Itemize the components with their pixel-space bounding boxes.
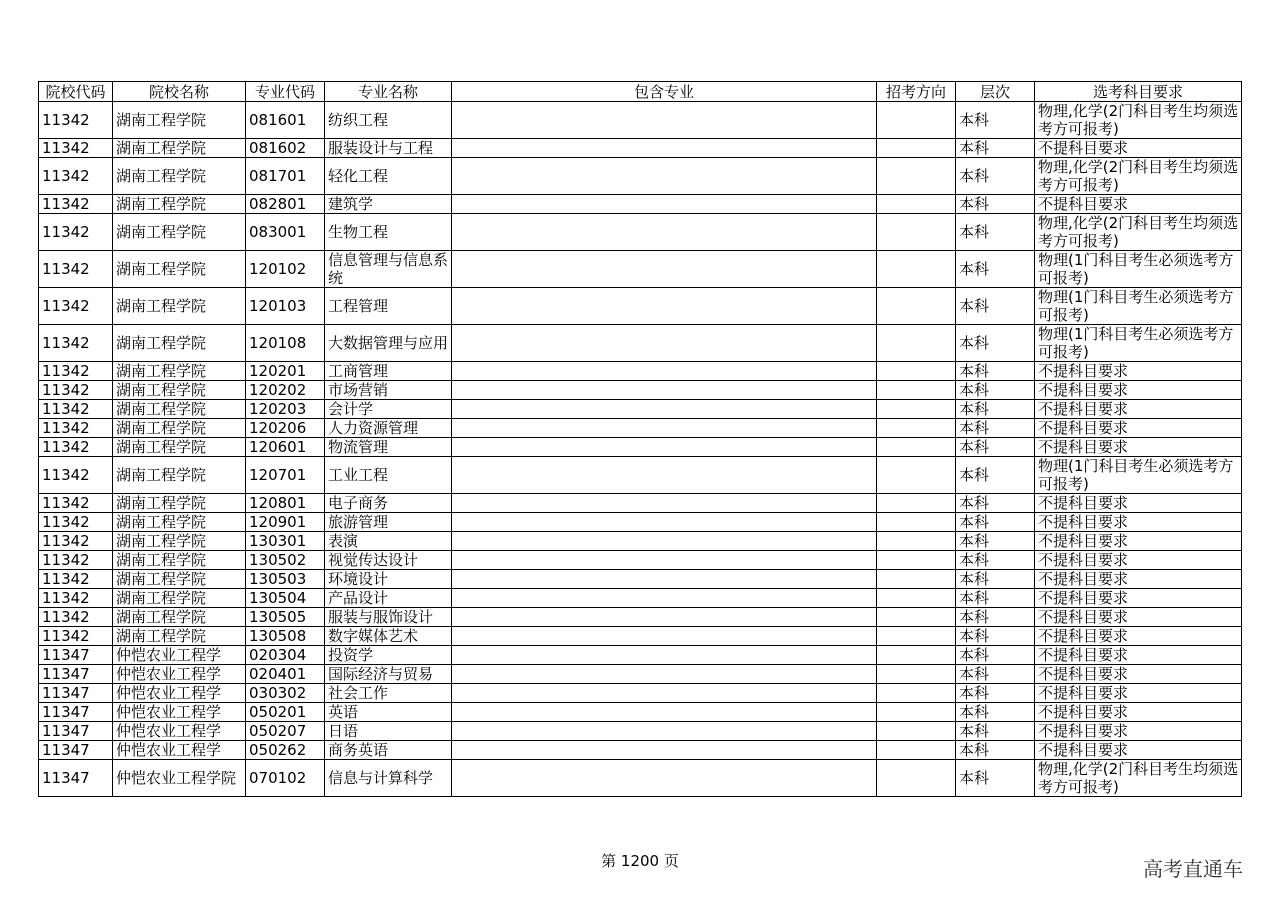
cell-school-code: 11342 <box>39 494 113 513</box>
cell-major-name: 轻化工程 <box>325 158 452 195</box>
table-row <box>39 325 1242 362</box>
table-row <box>39 438 1242 457</box>
cell-major-name: 市场营销 <box>325 381 452 400</box>
cell-subject-requirement: 不提科目要求 <box>1035 646 1242 665</box>
cell-included-majors <box>452 325 877 362</box>
cell-subject-requirement: 物理,化学(2门科目考生均须选考方可报考) <box>1035 214 1242 251</box>
cell-level: 本科 <box>956 288 1035 325</box>
cell-school-name: 湖南工程学院 <box>113 381 246 400</box>
cell-admission-direction <box>877 214 956 251</box>
page-number: 第 1200 页 <box>601 852 679 870</box>
cell-school-code: 11342 <box>39 438 113 457</box>
cell-level: 本科 <box>956 400 1035 419</box>
cell-admission-direction <box>877 381 956 400</box>
cell-included-majors <box>452 494 877 513</box>
cell-admission-direction <box>877 608 956 627</box>
cell-school-code: 11342 <box>39 325 113 362</box>
watermark: 高考直通车 <box>1143 857 1243 881</box>
cell-level: 本科 <box>956 419 1035 438</box>
cell-level: 本科 <box>956 139 1035 158</box>
cell-major-name: 物流管理 <box>325 438 452 457</box>
cell-major-code: 070102 <box>246 760 325 797</box>
cell-school-name: 湖南工程学院 <box>113 362 246 381</box>
table-row <box>39 251 1242 288</box>
cell-included-majors <box>452 760 877 797</box>
table-row <box>39 665 1242 684</box>
cell-level: 本科 <box>956 684 1035 703</box>
cell-major-code: 020304 <box>246 646 325 665</box>
cell-school-name: 仲恺农业工程学 <box>113 646 246 665</box>
cell-level: 本科 <box>956 158 1035 195</box>
cell-subject-requirement: 物理,化学(2门科目考生均须选考方可报考) <box>1035 158 1242 195</box>
cell-subject-requirement: 不提科目要求 <box>1035 513 1242 532</box>
cell-school-name: 湖南工程学院 <box>113 195 246 214</box>
cell-school-code: 11342 <box>39 608 113 627</box>
table-row <box>39 722 1242 741</box>
table-row <box>39 214 1242 251</box>
cell-major-name: 信息管理与信息系统 <box>325 251 452 288</box>
cell-school-name: 湖南工程学院 <box>113 457 246 494</box>
cell-major-name: 商务英语 <box>325 741 452 760</box>
cell-major-code: 120102 <box>246 251 325 288</box>
cell-school-code: 11347 <box>39 665 113 684</box>
cell-major-name: 数字媒体艺术 <box>325 627 452 646</box>
table-row <box>39 102 1242 139</box>
cell-subject-requirement: 不提科目要求 <box>1035 362 1242 381</box>
table-row <box>39 703 1242 722</box>
cell-school-name: 湖南工程学院 <box>113 589 246 608</box>
cell-school-code: 11342 <box>39 400 113 419</box>
cell-major-name: 大数据管理与应用 <box>325 325 452 362</box>
cell-level: 本科 <box>956 627 1035 646</box>
cell-school-name: 湖南工程学院 <box>113 419 246 438</box>
cell-subject-requirement: 不提科目要求 <box>1035 608 1242 627</box>
cell-level: 本科 <box>956 722 1035 741</box>
cell-included-majors <box>452 684 877 703</box>
cell-school-code: 11342 <box>39 457 113 494</box>
cell-level: 本科 <box>956 608 1035 627</box>
cell-school-code: 11342 <box>39 288 113 325</box>
cell-included-majors <box>452 665 877 684</box>
cell-included-majors <box>452 214 877 251</box>
cell-level: 本科 <box>956 646 1035 665</box>
cell-school-code: 11342 <box>39 513 113 532</box>
cell-school-name: 湖南工程学院 <box>113 438 246 457</box>
cell-major-name: 国际经济与贸易 <box>325 665 452 684</box>
cell-subject-requirement: 不提科目要求 <box>1035 684 1242 703</box>
cell-level: 本科 <box>956 214 1035 251</box>
cell-major-name: 工程管理 <box>325 288 452 325</box>
cell-school-code: 11342 <box>39 589 113 608</box>
cell-included-majors <box>452 532 877 551</box>
cell-subject-requirement: 不提科目要求 <box>1035 589 1242 608</box>
table-row <box>39 513 1242 532</box>
cell-included-majors <box>452 551 877 570</box>
cell-school-name: 湖南工程学院 <box>113 608 246 627</box>
cell-major-code: 050262 <box>246 741 325 760</box>
cell-major-name: 产品设计 <box>325 589 452 608</box>
cell-school-name: 湖南工程学院 <box>113 214 246 251</box>
cell-included-majors <box>452 513 877 532</box>
cell-school-code: 11347 <box>39 722 113 741</box>
cell-level: 本科 <box>956 513 1035 532</box>
cell-major-code: 130505 <box>246 608 325 627</box>
cell-major-code: 130301 <box>246 532 325 551</box>
cell-admission-direction <box>877 551 956 570</box>
table-row <box>39 627 1242 646</box>
cell-level: 本科 <box>956 381 1035 400</box>
cell-major-code: 120201 <box>246 362 325 381</box>
cell-admission-direction <box>877 288 956 325</box>
cell-major-code: 120701 <box>246 457 325 494</box>
cell-included-majors <box>452 722 877 741</box>
cell-admission-direction <box>877 102 956 139</box>
table-row <box>39 684 1242 703</box>
header-major-code: 专业代码 <box>246 82 325 102</box>
cell-major-name: 服装与服饰设计 <box>325 608 452 627</box>
cell-subject-requirement: 不提科目要求 <box>1035 139 1242 158</box>
cell-major-code: 081701 <box>246 158 325 195</box>
cell-admission-direction <box>877 457 956 494</box>
header-subject-requirement: 选考科目要求 <box>1035 82 1242 102</box>
cell-included-majors <box>452 419 877 438</box>
header-admission-direction: 招考方向 <box>877 82 956 102</box>
cell-school-code: 11342 <box>39 102 113 139</box>
cell-admission-direction <box>877 494 956 513</box>
cell-included-majors <box>452 362 877 381</box>
cell-major-code: 130502 <box>246 551 325 570</box>
cell-admission-direction <box>877 438 956 457</box>
cell-major-name: 生物工程 <box>325 214 452 251</box>
header-major-name: 专业名称 <box>325 82 452 102</box>
cell-school-name: 湖南工程学院 <box>113 158 246 195</box>
cell-included-majors <box>452 381 877 400</box>
cell-admission-direction <box>877 251 956 288</box>
cell-major-code: 082801 <box>246 195 325 214</box>
cell-subject-requirement: 不提科目要求 <box>1035 419 1242 438</box>
cell-subject-requirement: 不提科目要求 <box>1035 532 1242 551</box>
cell-level: 本科 <box>956 703 1035 722</box>
cell-major-code: 050207 <box>246 722 325 741</box>
cell-included-majors <box>452 195 877 214</box>
cell-included-majors <box>452 457 877 494</box>
cell-admission-direction <box>877 684 956 703</box>
table-row <box>39 532 1242 551</box>
cell-school-code: 11347 <box>39 760 113 797</box>
cell-level: 本科 <box>956 102 1035 139</box>
cell-level: 本科 <box>956 325 1035 362</box>
cell-major-name: 社会工作 <box>325 684 452 703</box>
cell-admission-direction <box>877 646 956 665</box>
table-row <box>39 400 1242 419</box>
admission-table <box>38 81 1242 797</box>
cell-school-code: 11342 <box>39 214 113 251</box>
cell-major-name: 视觉传达设计 <box>325 551 452 570</box>
cell-school-code: 11342 <box>39 419 113 438</box>
cell-subject-requirement: 不提科目要求 <box>1035 665 1242 684</box>
table-row <box>39 419 1242 438</box>
table-row <box>39 139 1242 158</box>
cell-level: 本科 <box>956 570 1035 589</box>
cell-school-name: 湖南工程学院 <box>113 532 246 551</box>
cell-school-code: 11342 <box>39 381 113 400</box>
cell-major-code: 081601 <box>246 102 325 139</box>
header-included-majors: 包含专业 <box>452 82 877 102</box>
cell-major-code: 030302 <box>246 684 325 703</box>
table-row <box>39 494 1242 513</box>
cell-major-name: 环境设计 <box>325 570 452 589</box>
cell-included-majors <box>452 627 877 646</box>
cell-major-name: 表演 <box>325 532 452 551</box>
cell-major-name: 工商管理 <box>325 362 452 381</box>
cell-level: 本科 <box>956 532 1035 551</box>
cell-admission-direction <box>877 589 956 608</box>
cell-included-majors <box>452 251 877 288</box>
cell-school-name: 湖南工程学院 <box>113 513 246 532</box>
header-school-code: 院校代码 <box>39 82 113 102</box>
cell-admission-direction <box>877 532 956 551</box>
cell-subject-requirement: 不提科目要求 <box>1035 627 1242 646</box>
cell-major-code: 050201 <box>246 703 325 722</box>
table-row <box>39 362 1242 381</box>
cell-school-code: 11347 <box>39 741 113 760</box>
table-header-row <box>39 82 1242 102</box>
cell-admission-direction <box>877 665 956 684</box>
cell-major-code: 120202 <box>246 381 325 400</box>
table-row <box>39 288 1242 325</box>
cell-major-name: 工业工程 <box>325 457 452 494</box>
cell-included-majors <box>452 608 877 627</box>
cell-major-code: 130508 <box>246 627 325 646</box>
cell-subject-requirement: 物理(1门科目考生必须选考方可报考) <box>1035 251 1242 288</box>
cell-school-code: 11342 <box>39 362 113 381</box>
cell-admission-direction <box>877 741 956 760</box>
cell-subject-requirement: 不提科目要求 <box>1035 494 1242 513</box>
cell-level: 本科 <box>956 551 1035 570</box>
table-row <box>39 608 1242 627</box>
cell-subject-requirement: 不提科目要求 <box>1035 703 1242 722</box>
cell-admission-direction <box>877 362 956 381</box>
cell-major-code: 120103 <box>246 288 325 325</box>
cell-major-code: 120108 <box>246 325 325 362</box>
cell-level: 本科 <box>956 741 1035 760</box>
cell-school-code: 11342 <box>39 551 113 570</box>
cell-subject-requirement: 不提科目要求 <box>1035 570 1242 589</box>
cell-major-name: 建筑学 <box>325 195 452 214</box>
cell-school-name: 湖南工程学院 <box>113 325 246 362</box>
cell-included-majors <box>452 139 877 158</box>
cell-school-code: 11347 <box>39 684 113 703</box>
cell-school-name: 湖南工程学院 <box>113 251 246 288</box>
cell-included-majors <box>452 646 877 665</box>
cell-school-name: 湖南工程学院 <box>113 551 246 570</box>
cell-subject-requirement: 不提科目要求 <box>1035 741 1242 760</box>
cell-admission-direction <box>877 722 956 741</box>
cell-subject-requirement: 不提科目要求 <box>1035 551 1242 570</box>
cell-school-code: 11342 <box>39 570 113 589</box>
table-row <box>39 646 1242 665</box>
cell-major-name: 服装设计与工程 <box>325 139 452 158</box>
header-level: 层次 <box>956 82 1035 102</box>
cell-school-name: 湖南工程学院 <box>113 570 246 589</box>
header-school-name: 院校名称 <box>113 82 246 102</box>
table-row <box>39 551 1242 570</box>
cell-subject-requirement: 不提科目要求 <box>1035 400 1242 419</box>
table-row <box>39 457 1242 494</box>
table-row <box>39 760 1242 797</box>
cell-subject-requirement: 不提科目要求 <box>1035 438 1242 457</box>
cell-major-code: 120901 <box>246 513 325 532</box>
cell-major-code: 081602 <box>246 139 325 158</box>
cell-subject-requirement: 物理(1门科目考生必须选考方可报考) <box>1035 457 1242 494</box>
cell-school-code: 11342 <box>39 139 113 158</box>
cell-included-majors <box>452 438 877 457</box>
table-body <box>39 102 1242 797</box>
cell-admission-direction <box>877 570 956 589</box>
cell-included-majors <box>452 288 877 325</box>
cell-level: 本科 <box>956 665 1035 684</box>
cell-included-majors <box>452 400 877 419</box>
cell-school-code: 11347 <box>39 703 113 722</box>
cell-school-name: 湖南工程学院 <box>113 400 246 419</box>
cell-school-name: 湖南工程学院 <box>113 494 246 513</box>
cell-major-name: 旅游管理 <box>325 513 452 532</box>
cell-subject-requirement: 物理,化学(2门科目考生均须选考方可报考) <box>1035 102 1242 139</box>
cell-school-code: 11342 <box>39 627 113 646</box>
cell-major-code: 120801 <box>246 494 325 513</box>
cell-school-name: 仲恺农业工程学 <box>113 741 246 760</box>
cell-level: 本科 <box>956 195 1035 214</box>
cell-major-name: 电子商务 <box>325 494 452 513</box>
cell-school-code: 11347 <box>39 646 113 665</box>
cell-major-code: 130504 <box>246 589 325 608</box>
cell-major-name: 投资学 <box>325 646 452 665</box>
table-row <box>39 195 1242 214</box>
cell-major-code: 020401 <box>246 665 325 684</box>
cell-level: 本科 <box>956 457 1035 494</box>
cell-admission-direction <box>877 325 956 362</box>
cell-school-code: 11342 <box>39 251 113 288</box>
cell-major-code: 130503 <box>246 570 325 589</box>
cell-school-name: 湖南工程学院 <box>113 627 246 646</box>
cell-major-name: 信息与计算科学 <box>325 760 452 797</box>
cell-school-name: 湖南工程学院 <box>113 139 246 158</box>
cell-included-majors <box>452 102 877 139</box>
cell-admission-direction <box>877 760 956 797</box>
cell-major-code: 120203 <box>246 400 325 419</box>
cell-major-code: 120206 <box>246 419 325 438</box>
cell-admission-direction <box>877 195 956 214</box>
cell-level: 本科 <box>956 362 1035 381</box>
cell-subject-requirement: 不提科目要求 <box>1035 722 1242 741</box>
cell-school-name: 仲恺农业工程学院 <box>113 760 246 797</box>
cell-level: 本科 <box>956 589 1035 608</box>
cell-admission-direction <box>877 400 956 419</box>
cell-included-majors <box>452 589 877 608</box>
cell-admission-direction <box>877 419 956 438</box>
cell-level: 本科 <box>956 494 1035 513</box>
table-row <box>39 158 1242 195</box>
cell-subject-requirement: 物理(1门科目考生必须选考方可报考) <box>1035 288 1242 325</box>
cell-major-code: 120601 <box>246 438 325 457</box>
cell-admission-direction <box>877 627 956 646</box>
cell-major-name: 人力资源管理 <box>325 419 452 438</box>
cell-school-name: 仲恺农业工程学 <box>113 722 246 741</box>
cell-admission-direction <box>877 158 956 195</box>
cell-major-name: 英语 <box>325 703 452 722</box>
table-row <box>39 741 1242 760</box>
table-row <box>39 381 1242 400</box>
cell-included-majors <box>452 703 877 722</box>
cell-admission-direction <box>877 139 956 158</box>
cell-admission-direction <box>877 513 956 532</box>
table-row <box>39 570 1242 589</box>
cell-subject-requirement: 不提科目要求 <box>1035 195 1242 214</box>
cell-school-name: 仲恺农业工程学 <box>113 684 246 703</box>
cell-admission-direction <box>877 703 956 722</box>
cell-subject-requirement: 物理,化学(2门科目考生均须选考方可报考) <box>1035 760 1242 797</box>
cell-subject-requirement: 不提科目要求 <box>1035 381 1242 400</box>
cell-major-name: 纺织工程 <box>325 102 452 139</box>
cell-included-majors <box>452 570 877 589</box>
cell-level: 本科 <box>956 760 1035 797</box>
cell-level: 本科 <box>956 438 1035 457</box>
table-row <box>39 589 1242 608</box>
cell-school-name: 仲恺农业工程学 <box>113 665 246 684</box>
cell-included-majors <box>452 158 877 195</box>
cell-subject-requirement: 物理(1门科目考生必须选考方可报考) <box>1035 325 1242 362</box>
cell-major-name: 会计学 <box>325 400 452 419</box>
cell-level: 本科 <box>956 251 1035 288</box>
cell-school-name: 仲恺农业工程学 <box>113 703 246 722</box>
cell-school-code: 11342 <box>39 158 113 195</box>
cell-included-majors <box>452 741 877 760</box>
cell-school-name: 湖南工程学院 <box>113 288 246 325</box>
cell-school-code: 11342 <box>39 195 113 214</box>
cell-school-code: 11342 <box>39 532 113 551</box>
cell-major-name: 日语 <box>325 722 452 741</box>
cell-school-name: 湖南工程学院 <box>113 102 246 139</box>
cell-major-code: 083001 <box>246 214 325 251</box>
